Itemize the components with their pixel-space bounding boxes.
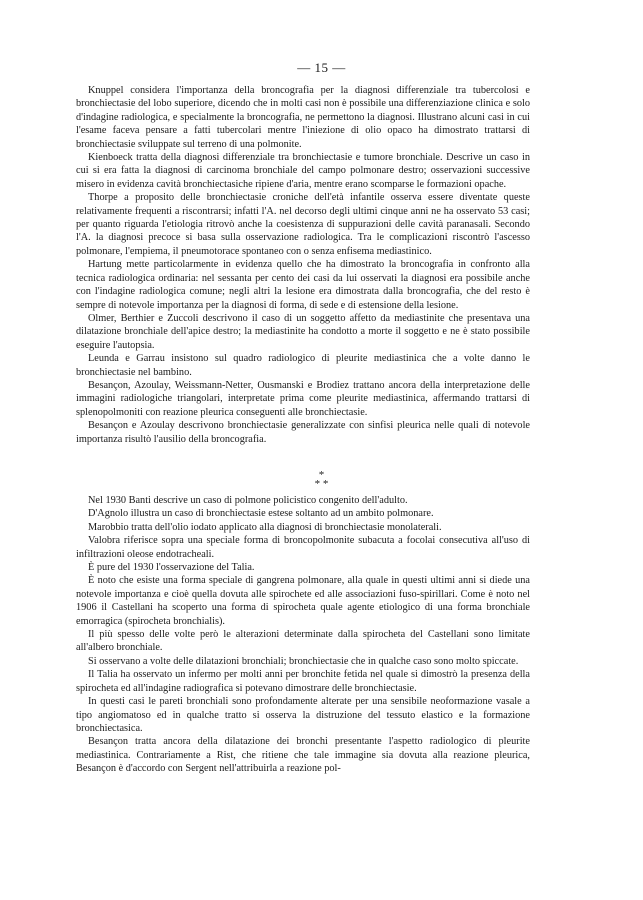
- paragraph: È noto che esiste una forma speciale di gangrena polmonare, alla quale in questi ultimi anni si diede una notevole importanza e cioè quella dovuta alle spirochete ed alle associazioni fuso-spirillari. Come è noto nel 1906 il Castellani ha scoperto una forma di spirocheta quale agente etiologico di una forma bronchiale emorragica (spirocheta bronchialis).: [76, 575, 530, 627]
- asterism-top: *: [318, 469, 325, 481]
- paragraph: Valobra riferisce sopra una speciale forma di broncopolmonite subacuta a focolai consecutiva all'uso di infiltrazioni oleose endotracheali.: [76, 535, 530, 560]
- section-two: [76, 494, 530, 776]
- paragraph: Nel 1930 Banti descrive un caso di polmone policistico congenito dell'adulto.: [88, 495, 408, 506]
- paragraph: Besançon, Azoulay, Weissmann-Netter, Ousmanski e Brodiez trattano ancora della interpretazione delle immagini radiologiche triangolari, interpretate prima come pleurite mediastinica, affermando trattarsi di splenopolmoniti con reazione pleurica conseguenti alle bronchiectasie.: [76, 379, 530, 418]
- paragraph: Thorpe a proposito delle bronchiectasie croniche dell'età infantile osserva essere diventate queste relativamente frequenti a riscontrarsi; infatti l'A. nel decorso degli ultimi cinque anni ne ha osservato 53 casi; per quanto riguarda l'etiologia ritrovò anche la coesistenza di suppurazioni delle cavità paranasali. Secondo l'A. la diagnosi precoce si basa sulla osservazione radiologica. Tra le complicazioni riscontrò l'ascesso polmonare, l'empiema, il pneumotorace spontaneo con o senza enfisema mediastinico.: [76, 192, 530, 257]
- paragraph: In questi casi le pareti bronchiali sono profondamente alterate per una sensibile neoformazione vasale a tipo angiomatoso ed in qualche tratto si osserva la distruzione del tessuto elastico e la formazione bronchiectasica.: [76, 696, 530, 734]
- paragraph: Besançon e Azoulay descrivono bronchiectasie generalizzate con sinfisi pleurica nelle quali di notevole importanza risultò l'ausilio della broncografia.: [76, 420, 530, 445]
- paragraph: Si osservano a volte delle dilatazioni bronchiali; bronchiectasie che in qualche caso sono molto spiccate.: [88, 655, 519, 667]
- paragraph: È pure del 1930 l'osservazione del Talia.: [88, 562, 255, 574]
- paragraph: Knuppel considera l'importanza della broncografia per la diagnosi differenziale tra tubercolosi e bronchiectasie del lobo superiore, dicendo che in molti casi non è possibile una differenziazione clinica e solo d'indagine radiologica, e specialmente la broncografia, ne permettono la diagnosi. Illustrano alcuni casi in cui l'esame faceva pensare a fatti tubercolari mentre l'iniezione di olio opaco ha dimostrato trattarsi di bronchiectasie sviluppate sul terreno di una polmonite.: [76, 85, 530, 150]
- page-number: — 15 —: [297, 60, 346, 75]
- paragraph: Kienboeck tratta della diagnosi differenziale tra bronchiectasie e tumore bronchiale. Descrive un caso in cui si era fatta la diagnosi di carcinoma bronchiale del campo polmonare destro; osservazioni successive misero in evidenza cavità bronchiectasiche ripiene d'aria, mentre erano scomparse le formazioni opache.: [76, 152, 530, 190]
- section-one: [76, 84, 530, 446]
- paragraph: Marobbio tratta dell'olio iodato applicato alla diagnosi di bronchiectasie monolaterali.: [88, 521, 442, 533]
- asterism-bottom: * *: [314, 478, 329, 490]
- asterism-separator: [0, 471, 643, 489]
- paragraph: D'Agnolo illustra un caso di bronchiectasie estese soltanto ad un ambito polmonare.: [88, 508, 434, 520]
- paragraph: Olmer, Berthier e Zuccoli descrivono il caso di un soggetto affetto da mediastinite che presentava una dilatazione bronchiale dell'apice destro; la mediastinite ha condotto a morte il soggetto e ne è stato possibile eseguire l'autopsia.: [76, 312, 530, 351]
- paragraph: Il più spesso delle volte però le alterazioni determinate dalla spirocheta del Castellani sono limitate all'albero bronchiale.: [76, 629, 530, 654]
- paragraph: Il Talia ha osservato un infermo per molti anni per bronchite fetida nel quale si dimostrò la presenza della spirocheta ed all'indagine radiografica si potevano dimostrare delle bronchiectasie.: [76, 669, 530, 694]
- paragraph: Leunda e Garrau insistono sul quadro radiologico di pleurite mediastinica che a volte danno le bronchiectasie nel bambino.: [76, 353, 530, 378]
- paragraph: Besançon tratta ancora della dilatazione dei bronchi presentante l'aspetto radiologico di pleurite mediastinica. Contrariamente a Rist, che ritiene che tale immagine sia dovuta alla reazione pleurica, Besançon è d'accordo con Sergent nell'attribuirla a reazione pol-: [76, 736, 530, 775]
- paragraph: Hartung mette particolarmente in evidenza quello che ha dimostrato la broncografia in confronto alla tecnica radiologica ordinaria: nel sessanta per cento dei casi da lui osservati la diagnosi era possibile anche con l'indagine radiologica comune; negli altri la lesione era dimostrata dalla broncografia, che del resto è sempre di notevole importanza per la diagnosi di forma, di sede e di estensione della lesione.: [76, 259, 530, 311]
